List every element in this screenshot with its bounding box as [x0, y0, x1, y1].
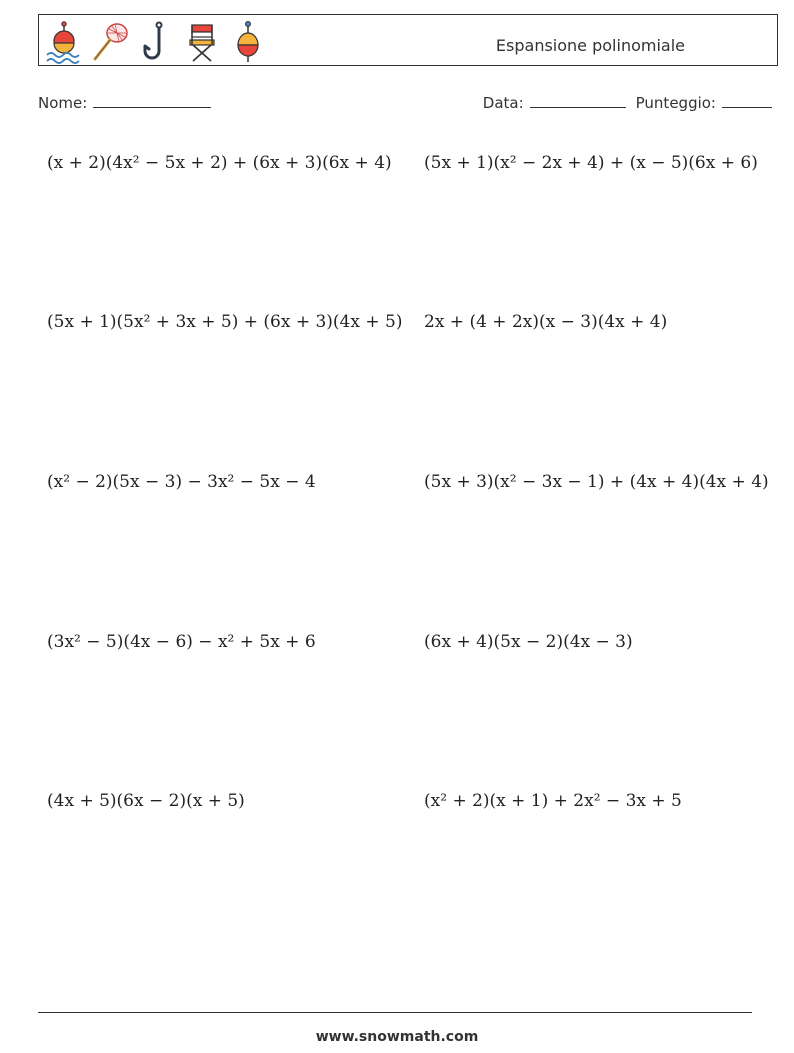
fishing-bobber-icon — [227, 19, 269, 65]
footer-url[interactable]: www.snowmath.com — [315, 1029, 479, 1045]
fishing-net-icon — [89, 19, 131, 65]
folding-chair-icon — [181, 19, 223, 65]
problem-1: (x + 2)(4x² − 5x + 2) + (6x + 3)(6x + 4) — [47, 153, 392, 173]
problem-3: (5x + 1)(5x² + 3x + 5) + (6x + 3)(4x + 5) — [47, 312, 403, 332]
problem-4: 2x + (4 + 2x)(x − 3)(4x + 4) — [424, 312, 668, 332]
score-blank[interactable] — [722, 93, 772, 108]
name-field[interactable] — [38, 93, 211, 112]
problem-10: (x² + 2)(x + 1) + 2x² − 3x + 5 — [424, 791, 682, 811]
problem-9: (4x + 5)(6x − 2)(x + 5) — [47, 791, 245, 811]
name-label: Nome: — [38, 94, 88, 112]
fishing-float-water-icon — [43, 19, 85, 65]
worksheet-title: Espansione polinomiale — [495, 36, 685, 55]
header-icons — [43, 19, 269, 65]
problem-8: (6x + 4)(5x − 2)(4x − 3) — [424, 632, 633, 652]
problem-5: (x² − 2)(5x − 3) − 3x² − 5x − 4 — [47, 472, 316, 492]
score-label: Punteggio: — [635, 94, 716, 112]
problem-2: (5x + 1)(x² − 2x + 4) + (x − 5)(6x + 6) — [424, 153, 758, 173]
fishing-hook-icon — [135, 19, 177, 65]
problem-6: (5x + 3)(x² − 3x − 1) + (4x + 4)(4x + 4) — [424, 472, 769, 492]
footer-divider — [38, 1012, 752, 1013]
name-blank[interactable] — [93, 93, 211, 108]
worksheet-header — [38, 14, 778, 66]
date-score-fields — [483, 93, 772, 112]
date-blank[interactable] — [530, 93, 626, 108]
date-label: Data: — [482, 94, 524, 112]
problem-7: (3x² − 5)(4x − 6) − x² + 5x + 6 — [47, 632, 316, 652]
